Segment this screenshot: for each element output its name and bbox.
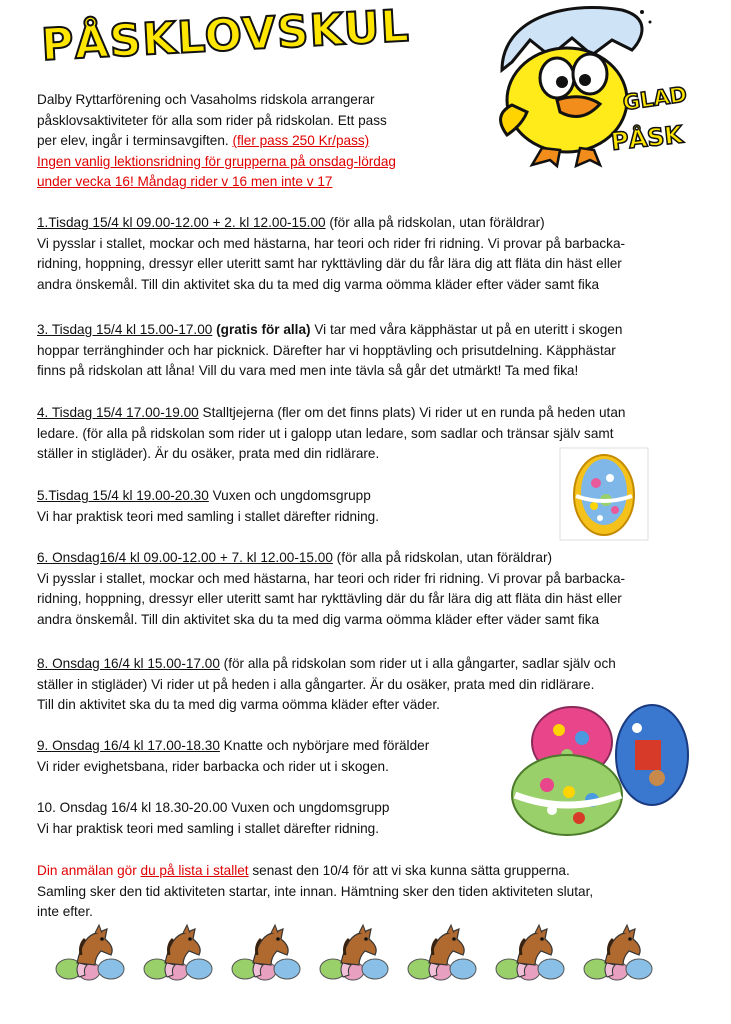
- section-1-text: Vi pysslar i stallet, mockar och med hästarna, har teori och rider fri ridning. Vi provar på barbacka-: [37, 235, 626, 251]
- section-1-text: andra önskemål. Till din aktivitet ska du ta med dig varma oömma kläder efter väder samt fika: [37, 276, 600, 292]
- intro-notice-2: under vecka 16! Måndag rider v 16 men inte v 17: [37, 174, 333, 189]
- signup-text: Din anmälan gör: [37, 863, 141, 878]
- section-9-text: Vi rider evighetsbana, rider barbacka och rider ut i skogen.: [37, 758, 389, 774]
- section-10-heading: 10. Onsdag 16/4 kl 18.30-20.00: [37, 800, 228, 815]
- signup-list: du på lista i stallet: [140, 863, 249, 878]
- horse-and-eggs-border: [55, 925, 675, 987]
- section-8-text: (för alla på ridskolan som rider ut i alla gångarter, sadlar själv och: [219, 656, 616, 671]
- section-1-heading: 1.Tisdag 15/4 kl 09.00-12.00 + 2. kl 12.00-15.00: [37, 215, 326, 230]
- section-3: [37, 320, 622, 382]
- signup-deadline: senast den 10/4 för att vi ska kunna sätta grupperna.: [248, 863, 570, 878]
- section-3-heading: 3. Tisdag 15/4 kl 15.00-17.00: [37, 322, 213, 337]
- page-title: PÅSKLOVSKUL: [40, 0, 411, 71]
- section-1-text: ridning, hoppning, dressyr eller uteritt samt har rykttävling där du får lära dig att fläta din häst eller: [37, 256, 622, 271]
- section-4-heading: 4. Tisdag 15/4 17.00-19.00: [37, 405, 199, 420]
- section-5-heading: 5.Tisdag 15/4 kl 19.00-20.30: [37, 488, 209, 503]
- section-10-text: Vi har praktisk teori med samling i stallet därefter ridning.: [37, 820, 380, 836]
- extra-pass-price: (fler pass 250 Kr/pass): [232, 133, 370, 148]
- signup-info: [37, 861, 593, 923]
- section-3-free: (gratis för alla): [212, 322, 311, 337]
- intro-line-2: påsklovsaktiviteter för alla som rider på ridskolan. Ett pass: [37, 112, 387, 128]
- section-4-text: ställer in stigläder). Är du osäker, prata med din ridlärare.: [37, 446, 380, 461]
- intro-notice-1: Ingen vanlig lektionsridning för grupperna på onsdag-lördag: [37, 153, 396, 169]
- section-4-text: Stalltjejerna (fler om det finns plats) Vi rider ut en runda på heden utan: [198, 405, 626, 420]
- section-6: [37, 548, 625, 630]
- section-3-text: hoppar terränghinder och har picknick. Därefter har vi hopptävling och prisutdelning. Käpphästar: [37, 342, 616, 358]
- section-9: [37, 736, 429, 777]
- section-3-text: Vi tar med våra käpphästar ut på en uteritt i skogen: [310, 322, 623, 337]
- section-5: [37, 486, 379, 527]
- easter-egg-image: [560, 448, 648, 540]
- gathering-text: inte efter.: [37, 904, 93, 919]
- section-10-group: Vuxen och ungdomsgrupp: [227, 800, 390, 815]
- section-1: [37, 213, 625, 295]
- section-9-heading: 9. Onsdag 16/4 kl 17.00-18.30: [37, 738, 220, 753]
- glad-text: GLAD: [621, 82, 689, 115]
- section-6-heading: 6. Onsdag16/4 kl 09.00-12.00 + 7. kl 12.00-15.00: [37, 550, 333, 565]
- pask-text: PÅSK: [609, 120, 685, 156]
- section-9-group: Knatte och nybörjare med förälder: [219, 738, 430, 753]
- section-6-text: ridning, hoppning, dressyr eller uteritt samt har rykttävling där du får lära dig att fläta din häst eller: [37, 591, 622, 606]
- section-8-text: ställer in stigläder) Vi rider ut på heden i alla gångarter. Är du osäker, prata med din ridlärare.: [37, 676, 595, 692]
- section-4-text: ledare. (för alla på ridskolan som rider ut i galopp utan ledare, som sadlar och tränsar själv samt: [37, 425, 614, 441]
- section-5-group: Vuxen och ungdomsgrupp: [208, 488, 371, 503]
- section-6-text: andra önskemål. Till din aktivitet ska du ta med dig varma oömma kläder efter väder samt fika: [37, 611, 600, 627]
- intro-block: [37, 90, 396, 193]
- gathering-text: Samling sker den tid aktiviteten startar, inte innan. Hämtning sker den tiden aktiviteten slutar,: [37, 883, 594, 899]
- section-3-text: finns på ridskolan att låna! Vill du vara med men inte tävla så går det utmärkt! Ta med fika!: [37, 363, 579, 378]
- section-10: [37, 798, 389, 839]
- section-8-text: Till din aktivitet ska du ta med dig varma oömma kläder efter väder.: [37, 697, 440, 712]
- easter-eggs-image: [507, 700, 690, 840]
- section-8-heading: 8. Onsdag 16/4 kl 15.00-17.00: [37, 656, 220, 671]
- section-6-audience: (för alla på ridskolan, utan föräldrar): [332, 550, 553, 565]
- easter-chick-illustration: [472, 0, 689, 170]
- intro-line-3: per elev, ingår i terminsavgiften.: [37, 133, 233, 148]
- section-5-text: Vi har praktisk teori med samling i stallet därefter ridning.: [37, 508, 380, 524]
- section-1-audience: (för alla på ridskolan, utan föräldrar): [325, 215, 545, 230]
- intro-line-1: Dalby Ryttarförening och Vasaholms ridskola arrangerar: [37, 92, 375, 107]
- section-6-text: Vi pysslar i stallet, mockar och med hästarna, har teori och rider fri ridning. Vi provar på barbacka-: [37, 570, 626, 586]
- section-4: [37, 403, 625, 465]
